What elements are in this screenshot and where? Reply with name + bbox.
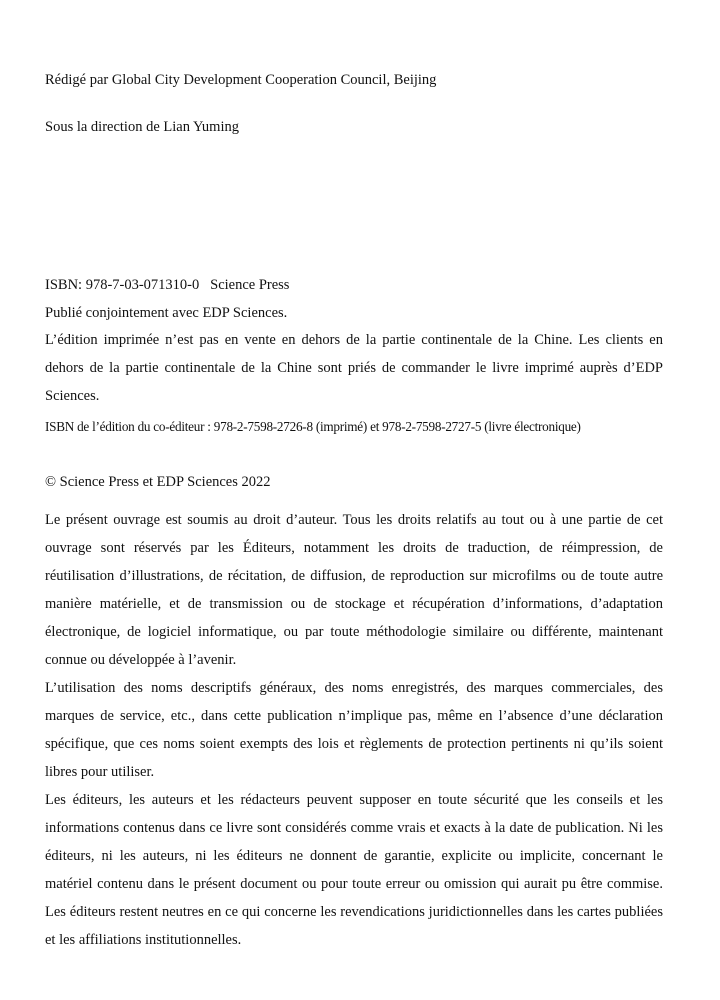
rights-paragraph: Le présent ouvrage est soumis au droit d’auteur. Tous les droits relatifs au tout ou à une partie de cet ouvrage sont réservés par les Éditeurs, notamment les droits de traduction, de réimpression, de réutilisation d’illustrations, de récitation, de diffusion, de reproduction sur microfilms ou de toute autre manière matérielle, et de transmission ou de stockage et récupération d’informations, d’adaptation électronique, de logiciel informatique, ou par toute méthodologie similaire ou différente, maintenant connue ou développée à l’avenir. (45, 512, 663, 668)
isbn-line: ISBN: 978-7-03-071310-0 Science Press (45, 277, 290, 293)
copublished-line: Publié conjointement avec EDP Sciences. (45, 305, 288, 321)
disclaimer-paragraph: Les éditeurs, les auteurs et les rédacteurs peuvent supposer en toute sécurité que les conseils et les informations contenus dans ce livre sont considérés comme vrais et exacts à la date de publication. Ni les éditeurs, ni les auteurs, ni les éditeurs ne donnent de garantie, explicite ou implicite, concernant le matériel contenu dans le présent document ou pour toute erreur ou omission qui aurait pu être commise. Les éditeurs restent neutres en ce qui concerne les revendications juridictionnelles dans les cartes publiées et les affiliations institutionnelles. (45, 792, 663, 948)
edited-by-line: Rédigé par Global City Development Cooperation Council, Beijing (45, 72, 437, 88)
trademarks-paragraph: L’utilisation des noms descriptifs généraux, des noms enregistrés, des marques commerciales, des marques de service, etc., dans cette publication n’implique pas, même en l’absence d’une déclaration spécifique, que ces noms soient exempts des lois et règlements de protection pertinents ni qu’ils soient libres pour utiliser. (45, 680, 663, 780)
sale-notice-paragraph: L’édition imprimée n’est pas en vente en dehors de la partie continentale de la Chine. Les clients en dehors de la partie continentale de la Chine sont priés de commander le livre imprimé auprès d’EDP Sciences. (45, 332, 663, 404)
coeditor-isbn-line: ISBN de l’édition du co-éditeur : 978-2-7598-2726-8 (imprimé) et 978-2-7598-2727-5 (livre électronique) (45, 419, 581, 434)
direction-line: Sous la direction de Lian Yuming (45, 119, 239, 135)
copyright-notice: © Science Press et EDP Sciences 2022 (45, 474, 271, 490)
